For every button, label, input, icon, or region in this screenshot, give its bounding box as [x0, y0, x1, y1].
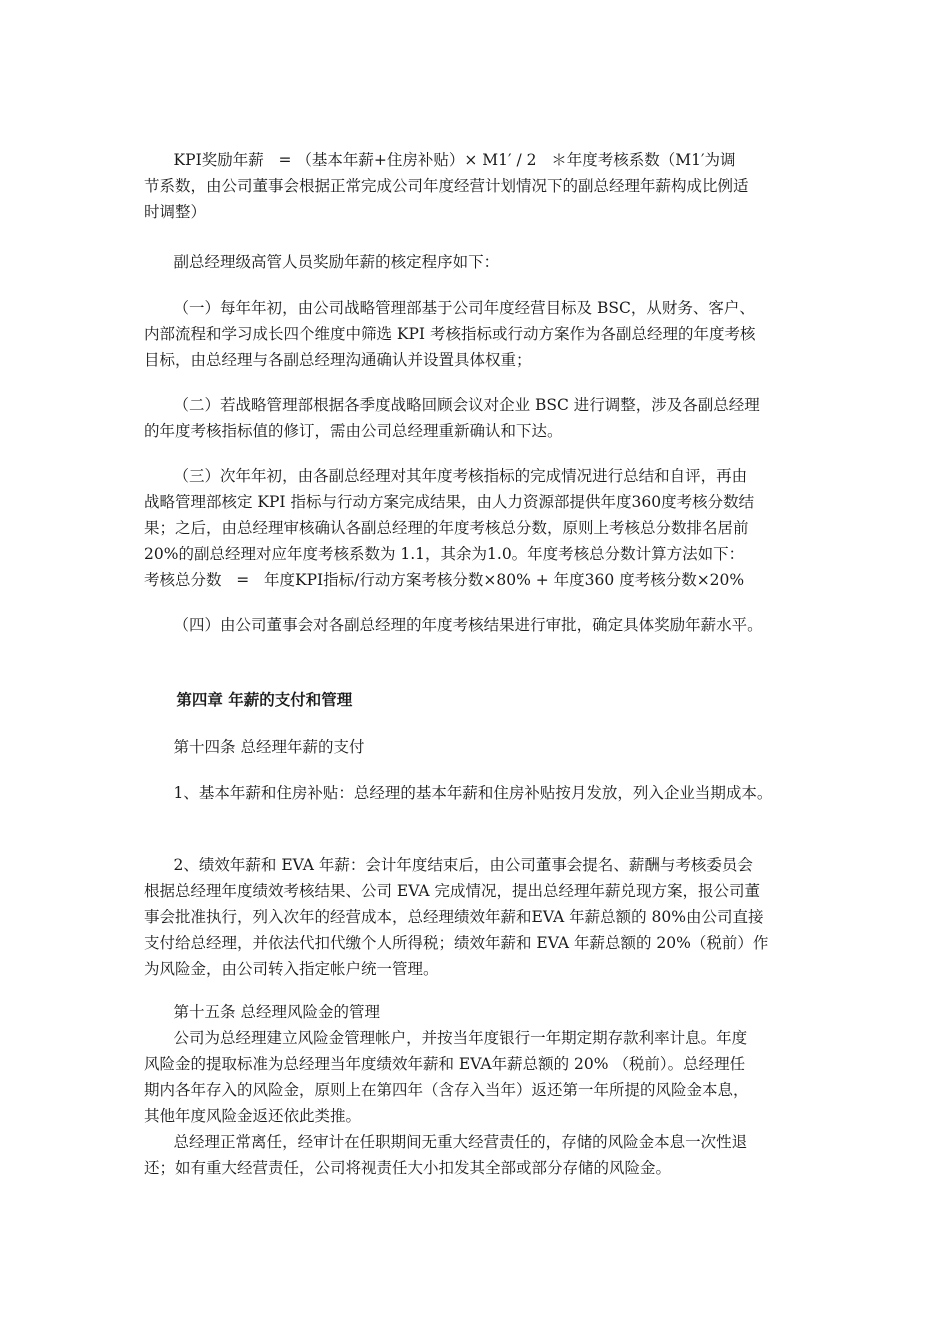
heading-text: 第四章 年薪的支付和管理 [144, 691, 353, 709]
text-line: KPI奖励年薪 = （基本年薪+住房补贴）× M1′ / 2 ＊年度考核系数（M1′为调 [144, 151, 736, 169]
paragraph-procedure-intro [144, 249, 834, 275]
text-line: （四）由公司董事会对各副总经理的年度考核结果进行审批，确定具体奖励年薪水平。 [144, 616, 763, 634]
text-line: （三）次年年初，由各副总经理对其年度考核指标的完成情况进行总结和自评，再由 [144, 467, 748, 485]
text-line: 还；如有重大经营责任，公司将视责任大小扣发其全部或部分存储的风险金。 [144, 1159, 672, 1177]
text-line: 果；之后，由总经理审核确认各副总经理的年度考核总分数，原则上考核总分数排名居前 [144, 519, 749, 537]
text-line: 20%的副总经理对应年度考核系数为 1.1，其余为1.0。年度考核总分数计算方法如下： [144, 545, 745, 563]
chapter-heading [144, 687, 834, 713]
text-line: 公司为总经理建立风险金管理帐户，并按当年度银行一年期定期存款利率计息。年度 [144, 1029, 748, 1047]
article-14-title [144, 734, 834, 760]
text-line: 时调整） [144, 203, 207, 221]
text-line: 其他年度风险金返还依此类推。 [144, 1107, 362, 1125]
paragraph-item-1 [144, 780, 834, 806]
text-line: 第十四条 总经理年薪的支付 [144, 738, 365, 756]
text-line: 战略管理部核定 KPI 指标与行动方案完成结果，由人力资源部提供年度360度考核分数结 [144, 493, 755, 511]
paragraph-kpi-formula [144, 147, 834, 225]
paragraph-step-4 [144, 612, 834, 638]
text-line: 节系数，由公司董事会根据正常完成公司年度经营计划情况下的副总经理年薪构成比例适 [144, 177, 749, 195]
text-line: 为风险金，由公司转入指定帐户统一管理。 [144, 960, 439, 978]
text-line: 考核总分数 = 年度KPI指标/行动方案考核分数×80% + 年度360 度考核分数×20% [144, 571, 745, 589]
paragraph-step-2 [144, 392, 834, 444]
text-line: 目标，由总经理与各副总经理沟通确认并设置具体权重； [144, 351, 532, 369]
text-line: （二）若战略管理部根据各季度战略回顾会议对企业 BSC 进行调整，涉及各副总经理 [144, 396, 760, 414]
text-line: 1、基本年薪和住房补贴：总经理的基本年薪和住房补贴按月发放，列入企业当期成本。 [144, 784, 773, 802]
text-line: 总经理正常离任，经审计在任职期间无重大经营责任的，存储的风险金本息一次性退 [144, 1133, 748, 1151]
text-line: 第十五条 总经理风险金的管理 [144, 1003, 380, 1021]
text-line: 风险金的提取标准为总经理当年度绩效年薪和 EVA年薪总额的 20% （税前）。总经理任 [144, 1055, 746, 1073]
text-line: 的年度考核指标值的修订，需由公司总经理重新确认和下达。 [144, 422, 563, 440]
text-line: 期内各年存入的风险金，原则上在第四年（含存入当年）返还第一年所提的风险金本息， [144, 1081, 749, 1099]
text-line: 事会批准执行，列入次年的经营成本，总经理绩效年薪和EVA 年薪总额的 80%由公司直接 [144, 908, 764, 926]
paragraph-item-2 [144, 852, 834, 982]
text-line: 根据总经理年度绩效考核结果、公司 EVA 完成情况，提出总经理年薪兑现方案，报公司董 [144, 882, 761, 900]
paragraph-article-15 [144, 999, 834, 1181]
text-line: （一）每年年初，由公司战略管理部基于公司年度经营目标及 BSC，从财务、客户、 [144, 299, 755, 317]
text-line: 内部流程和学习成长四个维度中筛选 KPI 考核指标或行动方案作为各副总经理的年度考核 [144, 325, 756, 343]
paragraph-step-3 [144, 463, 834, 593]
paragraph-step-1 [144, 295, 834, 373]
text-line: 2、绩效年薪和 EVA 年薪：会计年度结束后，由公司董事会提名、薪酬与考核委员会 [144, 856, 753, 874]
text-line: 支付给总经理，并依法代扣代缴个人所得税；绩效年薪和 EVA 年薪总额的 20%（税前）作 [144, 934, 769, 952]
text-line: 副总经理级高管人员奖励年薪的核定程序如下： [144, 253, 500, 271]
